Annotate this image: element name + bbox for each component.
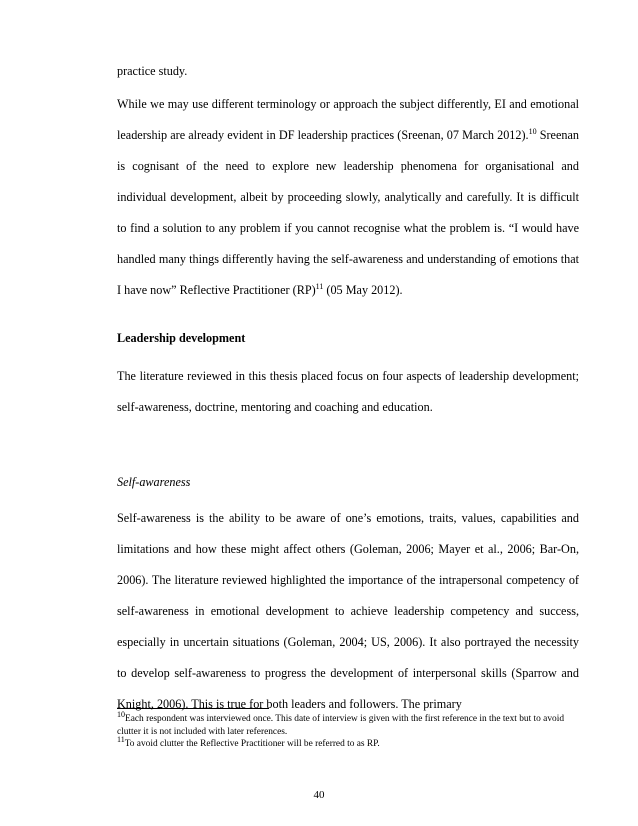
paragraph-1-part-3: (05 May 2012). (323, 283, 403, 297)
paragraph-1-part-2: Sreenan is cognisant of the need to explore new leadership phenomena for organisational and individual development, albeit by proceeding slowly, analytically and carefully. It is difficult to find a solution to any problem if you cannot recognise what the problem is. “I would have handled many things differently having the self-awareness and understanding of emotions that I have now” Reflective Practitioner (RP) (117, 128, 579, 297)
subheading-self-block (117, 474, 579, 490)
footnote-11 (117, 735, 579, 751)
footnote-10 (117, 709, 579, 738)
paragraph-2-block (117, 361, 579, 423)
footnote-mark: 11 (117, 735, 125, 745)
paragraph-1 (117, 89, 579, 306)
subsection-heading: Self-awareness (117, 475, 191, 489)
footnote-text: To avoid clutter the Reflective Practitioner will be referred to as RP. (124, 739, 380, 750)
intro-fragment: practice study. (117, 64, 188, 78)
footnote-ref-10[interactable]: 10 (528, 126, 537, 136)
heading-leadership-block (117, 330, 579, 346)
intro-fragment-block (117, 56, 579, 87)
paragraph-1-part-1: While we may use different terminology or approach the subject differently, EI and emotional leadership are already evident in DF leadership practices (Sreenan, 07 March 2012). (117, 97, 579, 142)
footnote-text: Each respondent was interviewed once. This date of interview is given with the first reference in the text but to avoid clutter it is not included with later references. (117, 714, 565, 737)
paragraph-3-block (117, 503, 579, 720)
paragraph-1-block (117, 89, 579, 306)
paragraph-3: Self-awareness is the ability to be aware of one’s emotions, traits, values, capabilities and limitations and how these might affect others (Goleman, 2006; Mayer et al., 2006; Bar-On, 2006). The literature reviewed highlighted the importance of the intrapersonal competency of self-awareness in emotional development to achieve leadership competency and success, especially in uncertain situations (Goleman, 2004; US, 2006). It also portrayed the necessity to develop self-awareness to progress the development of interpersonal skills (Sparrow and Knight, 2006). This is true for both leaders and followers. The primary (117, 511, 579, 711)
paragraph-2: The literature reviewed in this thesis placed focus on four aspects of leadership development; self-awareness, doctrine, mentoring and coaching and education. (117, 369, 579, 414)
section-heading: Leadership development (117, 331, 246, 345)
footnotes (117, 709, 579, 751)
page-number: 40 (313, 789, 325, 801)
footnote-mark: 10 (117, 709, 125, 719)
footnote-divider (117, 708, 269, 709)
footnote-ref-11[interactable]: 11 (315, 281, 324, 291)
